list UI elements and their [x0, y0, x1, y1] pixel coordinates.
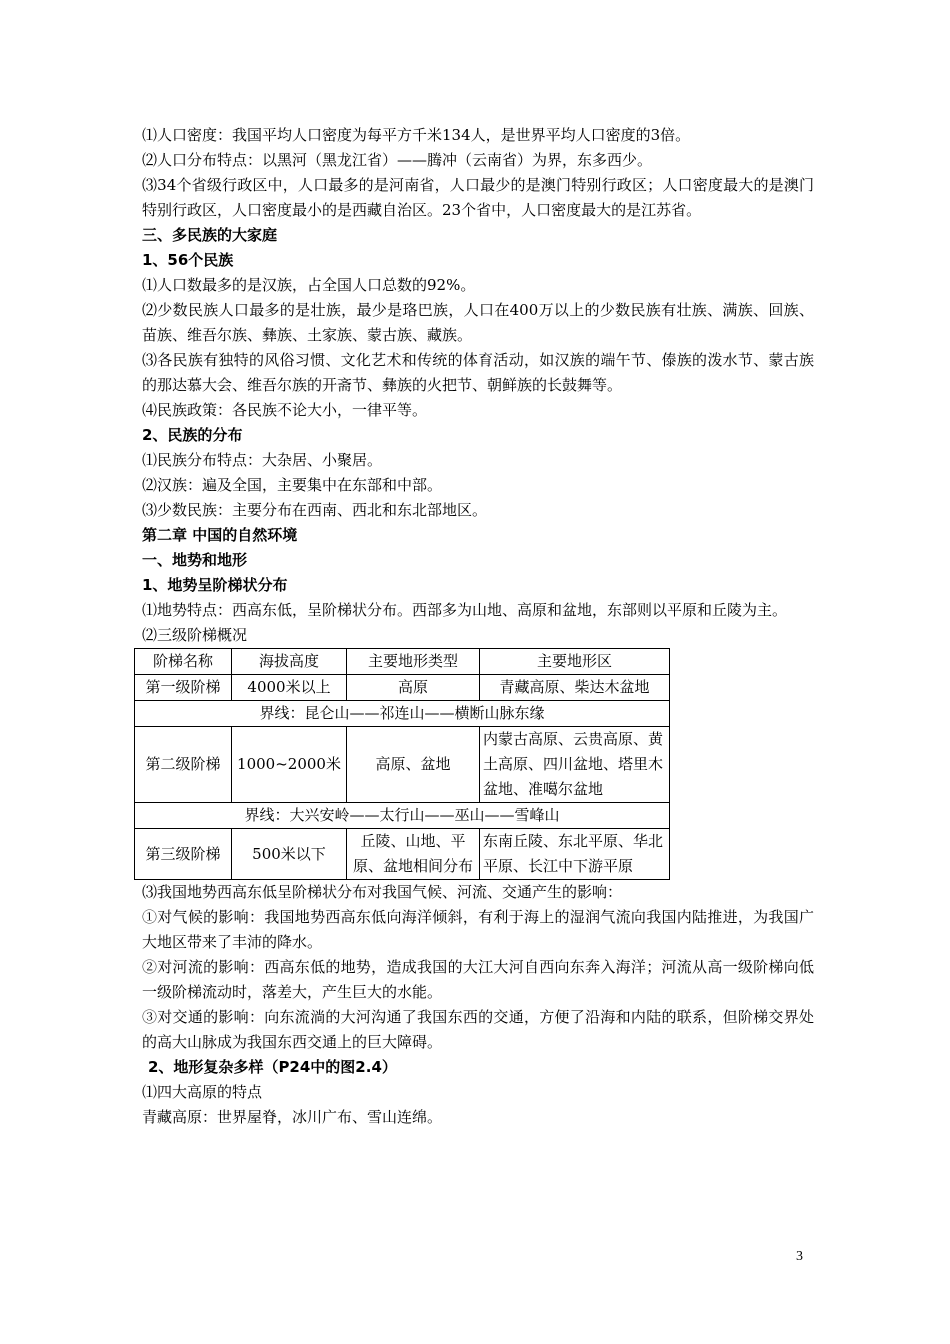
table-cell: 500米以下	[232, 829, 347, 880]
section-heading: 一、地势和地形	[142, 551, 248, 569]
table-cell: 高原	[347, 675, 480, 701]
table-cell: 东南丘陵、东北平原、华北平原、长江中下游平原	[480, 829, 670, 880]
subsection-heading: 1、地势呈阶梯状分布	[142, 576, 288, 594]
table-cell: 青藏高原、柴达木盆地	[480, 675, 670, 701]
list-item: ①对气候的影响：我国地势西高东低向海洋倾斜，有利于海上的湿润气流向我国内陆推进，为我国广大地区带来了丰沛的降水。	[142, 908, 814, 951]
table-header: 主要地形区	[480, 649, 670, 675]
page-number: 3	[796, 1249, 803, 1264]
table-cell: 第一级阶梯	[135, 675, 232, 701]
list-item: ⑷民族政策：各民族不论大小，一律平等。	[142, 401, 428, 419]
boundary-cell: 界线：大兴安岭——太行山——巫山——雪峰山	[135, 803, 670, 829]
list-item: ⑶少数民族：主要分布在西南、西北和东北部地区。	[142, 501, 488, 519]
table-cell: 高原、盆地	[347, 727, 480, 803]
paragraph: ⑵人口分布特点：以黑河（黑龙江省）——腾冲（云南省）为界，东多西少。	[142, 151, 653, 169]
table-cell: 4000米以上	[232, 675, 347, 701]
list-item: ⑵少数民族人口最多的是壮族，最少是珞巴族，人口在400万以上的少数民族有壮族、满族、回族、苗族、维吾尔族、彝族、土家族、蒙古族、藏族。	[142, 301, 814, 344]
list-item: ⑴四大高原的特点	[142, 1083, 263, 1101]
list-item: ⑴人口数最多的是汉族，占全国人口总数的92%。	[142, 276, 476, 294]
table-header: 主要地形类型	[347, 649, 480, 675]
list-item: 青藏高原：世界屋脊，冰川广布、雪山连绵。	[142, 1108, 443, 1126]
table-boundary-row	[135, 803, 670, 829]
paragraph: ⑴人口密度：我国平均人口密度为每平方千米134人，是世界平均人口密度的3倍。	[142, 126, 691, 144]
table-header-row	[135, 649, 670, 675]
table-row	[135, 675, 670, 701]
section-heading: 三、多民族的大家庭	[142, 226, 278, 244]
table-row	[135, 727, 670, 803]
list-item: ⑵三级阶梯概况	[142, 626, 248, 644]
chapter-heading: 第二章 中国的自然环境	[142, 526, 298, 544]
list-item: ⑴地势特点：西高东低，呈阶梯状分布。西部多为山地、高原和盆地，东部则以平原和丘陵为主。	[142, 601, 788, 619]
list-item: ⑶各民族有独特的风俗习惯、文化艺术和传统的体育活动，如汉族的端午节、傣族的泼水节、蒙古族的那达慕大会、维吾尔族的开斋节、彝族的火把节、朝鲜族的长鼓舞等。	[142, 351, 814, 394]
paragraph: ⑶34个省级行政区中，人口最多的是河南省，人口最少的是澳门特别行政区；人口密度最大的是澳门特别行政区，人口密度最小的是西藏自治区。23个省中，人口密度最大的是江苏省。	[142, 176, 814, 219]
list-item: ⑶我国地势西高东低呈阶梯状分布对我国气候、河流、交通产生的影响：	[142, 883, 623, 901]
list-item: ⑵汉族：遍及全国，主要集中在东部和中部。	[142, 476, 443, 494]
list-item: ⑴民族分布特点：大杂居、小聚居。	[142, 451, 383, 469]
subsection-heading: 2、民族的分布	[142, 426, 243, 444]
boundary-cell: 界线：昆仑山——祁连山——横断山脉东缘	[135, 701, 670, 727]
table-header: 海拔高度	[232, 649, 347, 675]
subsection-heading: 1、56个民族	[142, 251, 234, 269]
table-cell: 内蒙古高原、云贵高原、黄土高原、四川盆地、塔里木盆地、准噶尔盆地	[480, 727, 670, 803]
subsection-heading: 2、地形复杂多样（P24中的图2.4）	[148, 1058, 397, 1076]
table-cell: 第二级阶梯	[135, 727, 232, 803]
list-item: ②对河流的影响：西高东低的地势，造成我国的大江大河自西向东奔入海洋；河流从高一级阶梯向低一级阶梯流动时，落差大，产生巨大的水能。	[142, 958, 814, 1001]
table-cell: 第三级阶梯	[135, 829, 232, 880]
table-cell: 丘陵、山地、平原、盆地相间分布	[347, 829, 480, 880]
list-item: ③对交通的影响：向东流淌的大河沟通了我国东西的交通，方便了沿海和内陆的联系，但阶梯交界处的高大山脉成为我国东西交通上的巨大障碍。	[142, 1008, 814, 1051]
table-cell: 1000~2000米	[232, 727, 347, 803]
table-header: 阶梯名称	[135, 649, 232, 675]
terrain-steps-table	[134, 648, 670, 880]
page-content	[142, 123, 814, 1130]
table-row	[135, 829, 670, 880]
table-boundary-row	[135, 701, 670, 727]
